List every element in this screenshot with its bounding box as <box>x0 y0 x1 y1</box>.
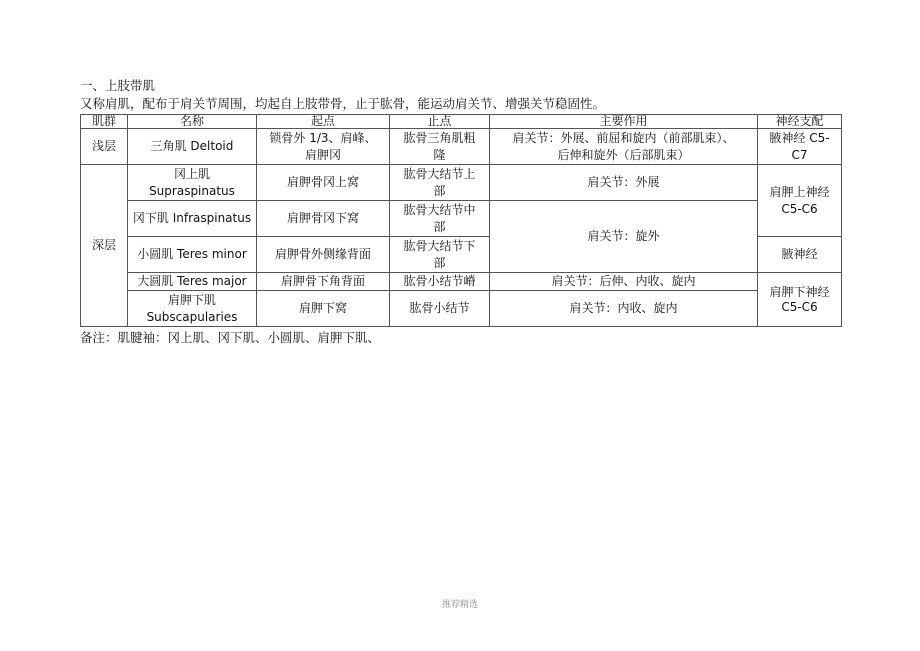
table-header-row <box>81 115 842 129</box>
line: 肱骨大结节上 <box>403 166 476 181</box>
line: 肱骨大结节中 <box>403 202 476 217</box>
origin-cell: 肩胛下窝 <box>257 291 390 327</box>
header-name: 名称 <box>128 115 257 129</box>
header-action: 主要作用 <box>490 115 758 129</box>
line: C5-C6 <box>781 299 818 314</box>
line: Supraspinatus <box>149 183 235 198</box>
name-cell <box>128 165 257 201</box>
line: 锁骨外 1/3、肩峰、 <box>269 130 377 145</box>
section-heading: 一、上肢带肌 <box>80 78 156 93</box>
action-cell: 肩关节：后伸、内收、旋内 <box>490 273 758 291</box>
line: 肩胛上神经 <box>769 184 830 199</box>
line: C5-C6 <box>781 201 818 216</box>
intro-paragraph: 又称肩肌，配布于肩关节周围，均起自上肢带骨，止于肱骨，能运动肩关节、增强关节稳固性。 <box>80 96 606 111</box>
line: 部 <box>433 219 446 234</box>
table-row <box>81 273 842 291</box>
table-row <box>81 129 842 165</box>
nerve-cell <box>758 129 842 165</box>
table-row <box>81 165 842 201</box>
insertion-cell <box>390 165 490 201</box>
line: C7 <box>791 147 808 162</box>
line: 肱骨大结节下 <box>403 238 476 253</box>
note-text: 备注：肌腱袖：冈上肌、冈下肌、小圆肌、肩胛下肌、 <box>80 330 381 345</box>
nerve-cell-upper <box>758 165 842 237</box>
insertion-cell <box>390 201 490 237</box>
action-cell: 肩关节：外展 <box>490 165 758 201</box>
muscle-table <box>80 114 842 327</box>
name-cell: 大圆肌 Teres major <box>128 273 257 291</box>
name-cell: 小圆肌 Teres minor <box>128 237 257 273</box>
nerve-cell: 腋神经 <box>758 237 842 273</box>
origin-cell: 肩胛骨外侧缘背面 <box>257 237 390 273</box>
line: 肩关节：外展、前屈和旋内（前部肌束）、 <box>512 130 735 145</box>
group-cell-shallow: 浅层 <box>81 129 128 165</box>
name-cell: 三角肌 Deltoid <box>128 129 257 165</box>
action-cell-shared: 肩关节：旋外 <box>490 201 758 273</box>
table-row <box>81 291 842 327</box>
header-nerve: 神经支配 <box>758 115 842 129</box>
origin-cell: 肩胛骨下角背面 <box>257 273 390 291</box>
origin-cell <box>257 129 390 165</box>
header-insertion: 止点 <box>390 115 490 129</box>
action-cell: 肩关节：内收、旋内 <box>490 291 758 327</box>
line: 肩胛下神经 <box>769 284 830 299</box>
insertion-cell: 肱骨小结节嵴 <box>390 273 490 291</box>
origin-cell: 肩胛骨冈上窝 <box>257 165 390 201</box>
insertion-cell: 肱骨小结节 <box>390 291 490 327</box>
insertion-cell <box>390 237 490 273</box>
line: 肱骨三角肌粗 <box>403 130 476 145</box>
page-footer: 推荐精选 <box>441 600 478 610</box>
line: 部 <box>433 183 446 198</box>
name-cell: 冈下肌 Infraspinatus <box>128 201 257 237</box>
line: Subscapularies <box>146 309 238 324</box>
line: 部 <box>433 255 446 270</box>
line: 肩胛冈 <box>304 147 341 162</box>
line: 冈上肌 <box>173 166 210 181</box>
table-row <box>81 201 842 237</box>
line: 后伸和旋外（后部肌束） <box>557 147 690 162</box>
header-group: 肌群 <box>81 115 128 129</box>
group-cell-deep: 深层 <box>81 165 128 327</box>
line: 肩胛下肌 <box>167 292 216 307</box>
header-origin: 起点 <box>257 115 390 129</box>
nerve-cell-lower <box>758 273 842 327</box>
action-cell <box>490 129 758 165</box>
line: 腋神经 C5- <box>769 130 830 145</box>
insertion-cell <box>390 129 490 165</box>
origin-cell: 肩胛骨冈下窝 <box>257 201 390 237</box>
name-cell <box>128 291 257 327</box>
line: 隆 <box>433 147 446 162</box>
